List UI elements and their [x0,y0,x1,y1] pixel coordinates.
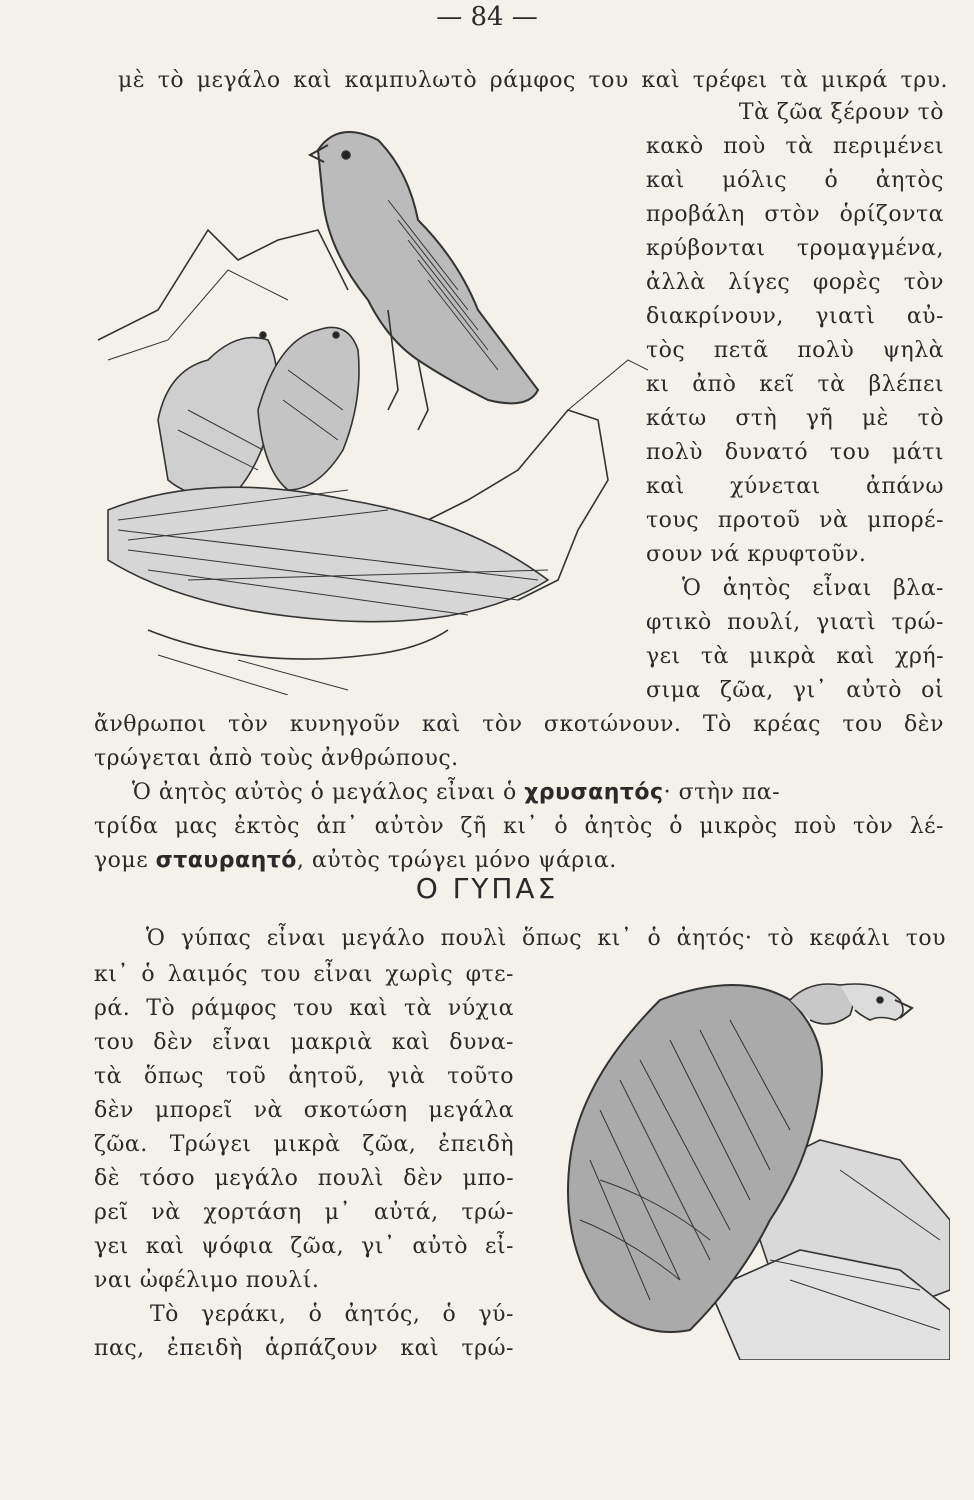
text-line: κι ἀπὸ κεῖ τὰ βλέπει [646,372,944,397]
text-line: καὶ χύνεται ἀπάνω [646,474,944,499]
text-line: τὸς πετᾶ πολὺ ψηλὰ [646,338,944,363]
text-line: φτικὸ πουλί, γιατὶ τρώ- [646,610,944,635]
text-line: τους προτοῦ νὰ μπορέ- [646,508,944,533]
text-line: σιμα ζῶα, γι᾽ αὐτὸ οἱ [646,678,944,703]
text-line: μὲ τὸ μεγάλο καὶ καμπυλωτὸ ράμφος του καὶ τρέφει τὰ μικρά τρυ. [118,68,948,93]
term-chrysaetos: χρυσαητός [524,780,664,805]
text-line: κακὸ ποὺ τὰ περιμένει [646,134,944,159]
text-line: δὲν μπορεῖ νὰ σκοτώση μεγάλα [94,1098,514,1123]
text-fragment: γομε [94,848,156,873]
eagle-nest-illustration [88,110,648,695]
text-line: ναι ὠφέλιμο πουλί. [94,1268,320,1293]
text-line: σουν νά κρυφτοῦν. [646,542,867,567]
text-line: πας, ἐπειδὴ ἁρπάζουν καὶ τρώ- [94,1336,514,1361]
golden-eagle-paragraph-line [94,848,617,873]
text-line: γει καὶ ψόφια ζῶα, γι᾽ αὐτὸ εἶ- [94,1234,514,1259]
text-line: δὲ τόσο μεγάλο πουλὶ δὲν μπο- [94,1166,514,1191]
text-line: Τὸ γεράκι, ὁ ἀητός, ὁ γύ- [150,1302,514,1327]
text-line: κι᾽ ὁ λαιμός του εἶναι χωρὶς φτε- [94,962,514,987]
text-fragment: · στὴν πα- [663,780,781,805]
text-line: ρεῖ νὰ χορτάση μ᾽ αὐτά, τρώ- [94,1200,514,1225]
text-line: ζῶα. Τρώγει μικρὰ ζῶα, ἐπειδὴ [94,1132,514,1157]
page-number: — 84 — [436,2,538,32]
text-line: Ὁ ἀητὸς εἶναι βλα- [682,576,944,601]
text-line: κρύβονται τρομαγμένα, [646,236,944,261]
text-line: τρίδα μας ἐκτὸς ἀπ᾽ αὐτὸν ζῆ κι᾽ ὁ ἀητὸς ὁ μικρὸς ποὺ τὸν λέ- [94,814,944,839]
text-line: Ὁ γύπας εἶναι μεγάλο πουλὶ ὅπως κι᾽ ὁ ἀητός· τὸ κεφάλι του [146,926,946,951]
text-line: κάτω στὴ γῆ μὲ τὸ [646,406,944,431]
text-fragment: Ὁ ἀητὸς αὐτὸς ὁ μεγάλος εἶναι ὁ [132,780,525,805]
text-line: ἀλλὰ λίγες φορὲς τὸν [646,270,944,295]
text-line: ἄνθρωποι τὸν κυνηγοῦν καὶ τὸν σκοτώνουν. Τὸ κρέας του δὲν [94,712,944,737]
golden-eagle-paragraph-line [132,780,944,805]
term-stavraetos: σταυραητό [155,848,297,873]
text-line: καὶ μόλις ὁ ἀητὸς [646,168,944,193]
text-line: ρά. Τὸ ράμφος του καὶ τὰ νύχια [94,996,514,1021]
section-heading: Ο ΓΥΠΑΣ [415,872,559,905]
text-fragment: , αὐτὸς τρώγει μόνο ψάρια. [296,848,617,873]
text-line: προβάλη στὸν ὁρίζοντα [646,202,944,227]
text-line: Τὰ ζῶα ξέρουν τὸ [738,100,944,125]
text-line: πολὺ δυνατό του μάτι [646,440,944,465]
text-line: τὰ ὅπως τοῦ ἀητοῦ, γιὰ τοῦτο [94,1064,514,1089]
vulture-illustration [540,960,950,1360]
text-line: του δὲν εἶναι μακριὰ καὶ δυνα- [94,1030,514,1055]
text-line: τρώγεται ἀπὸ τοὺς ἀνθρώπους. [94,746,459,771]
text-line: γει τὰ μικρὰ καὶ χρή- [646,644,944,669]
text-line: διακρίνουν, γιατὶ αὐ- [646,304,944,329]
